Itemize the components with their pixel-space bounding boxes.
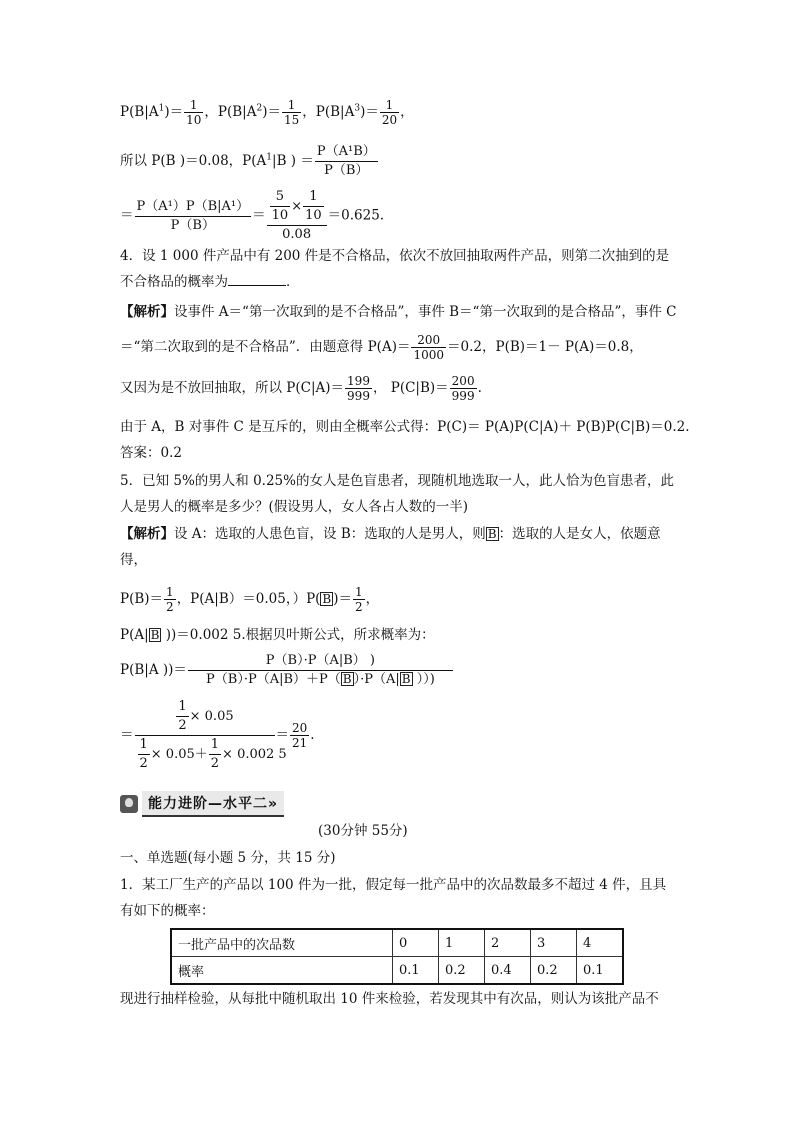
denominator: 1000 [413, 348, 445, 362]
denominator: 15 [283, 113, 300, 127]
text: )＝ [164, 104, 184, 120]
text: . [310, 727, 315, 743]
text: ， [400, 104, 414, 120]
question-5-line: 人是男人的概率是多少？(假设男人，女人各占人数的一半) [120, 499, 469, 515]
fraction [345, 374, 372, 403]
table-cell: 0.2 [439, 957, 485, 985]
denominator: 2 [355, 600, 363, 614]
denominator: 999 [451, 389, 475, 403]
fraction [353, 585, 365, 614]
numerator: P（A¹B） [315, 143, 378, 162]
question-4-line: 4．设 1 000 件产品中有 200 件是不合格品，依次不放回抽取两件产品，则第二次抽到的是 [120, 248, 670, 264]
formula-line [120, 652, 454, 689]
fraction [184, 98, 203, 127]
text: ＝ [252, 207, 266, 224]
text: ， P(C|B)＝ [372, 380, 449, 396]
fraction [411, 333, 446, 362]
text: ＝ [120, 727, 134, 743]
text: ＝“第二次取到的是不合格品”．由题意得 P(A)＝ [120, 339, 411, 355]
text: |B ) ＝ [272, 153, 314, 169]
text: P(B|A ))＝ [120, 662, 187, 678]
numerator: P（A¹）P（B|A¹） [135, 198, 252, 217]
overline-symbol: B [150, 628, 160, 642]
text: )＝ [262, 104, 281, 120]
numerator [135, 698, 275, 736]
text: ＝ [275, 727, 289, 743]
table-cell: 2 [485, 929, 531, 957]
part-heading: 一、单选题(每小题 5 分，共 15 分) [120, 850, 336, 866]
text: ，P(A|B）＝0.05，）P( [176, 591, 321, 607]
sup: 3 [354, 103, 361, 114]
sup: 2 [256, 103, 263, 114]
overline-symbol: B [401, 672, 411, 686]
text: P(A| [120, 627, 149, 643]
overline-symbol: B [322, 592, 332, 606]
table-cell: 3 [531, 929, 577, 957]
text: 能力进阶—水平二 [148, 796, 268, 812]
overline-symbol: B [342, 672, 352, 686]
solution-line [120, 374, 482, 403]
numerator: P（B）·P（A|B） ) [188, 652, 453, 671]
numerator: 1 [282, 98, 301, 113]
denominator: 2 [166, 600, 174, 614]
question-4-line [120, 273, 300, 291]
numerator: 1 [166, 585, 174, 599]
question-1-line: 现进行抽样检验，从每批中随机取出 10 件来检验，若发现其中有次品，则认为该批产品不 [120, 991, 659, 1007]
denominator: P（B） [170, 217, 215, 233]
question-5-line: 5．已知 5%的男人和 0.25%的女人是色盲患者，现随机地选取一人，此人恰为色盲患者，此 [120, 473, 674, 489]
fraction [282, 98, 301, 127]
table-cell: 0.4 [485, 957, 531, 985]
denominator: 2 [210, 756, 220, 771]
text: ， [365, 591, 380, 607]
table-cell: 4 [577, 929, 624, 957]
text: 所以 P(B )＝0.08，P(A [120, 153, 267, 169]
text: P（B）·P（A|B）＋P（ [206, 672, 341, 687]
question-1-line: 有如下的概率： [120, 903, 215, 919]
table-row [171, 957, 623, 985]
text: 设 A：选取的人患色盲，设 B：选取的人是男人，则 [174, 526, 486, 542]
denominator: 999 [347, 389, 370, 403]
fraction [290, 721, 309, 750]
solution-line [120, 333, 643, 362]
denominator: 10 [186, 113, 202, 127]
fraction [209, 736, 221, 773]
denominator [188, 671, 453, 689]
table-cell: 0.2 [531, 957, 577, 985]
sup: 1 [266, 152, 273, 163]
numerator [267, 188, 327, 226]
table-cell: 1 [439, 929, 485, 957]
text: × [291, 199, 303, 214]
text: ：选取的人是女人，依题意 [498, 526, 661, 542]
denominator: 2 [178, 718, 187, 733]
formula-line [120, 698, 315, 773]
text: ，P(B|A [204, 104, 257, 120]
text: ＝0.625. [327, 207, 385, 224]
section-header [120, 791, 284, 817]
text: ． [286, 274, 300, 290]
table-cell: 0 [393, 929, 439, 957]
text: . [477, 380, 482, 396]
question-1-line: 1．某工厂生产的产品以 100 件为一批，假定每一批产品中的次品数最多不超过 4 件，且具 [120, 877, 667, 893]
denominator: 2 [139, 756, 148, 771]
denominator: 21 [292, 736, 308, 750]
solution-line: 由于 A，B 对事件 C 是互斥的，则由全概率公式得：P(C)＝ P(A)P(C|A)＋ P(B)P(C|B)＝0.2. [120, 419, 690, 435]
numerator: 1 [380, 98, 399, 113]
fraction [176, 698, 188, 735]
numerator: 1 [138, 736, 150, 755]
text: 不合格品的概率为 [120, 274, 228, 290]
formula-line-3 [120, 188, 384, 244]
numerator: 1 [176, 698, 188, 717]
fraction [450, 374, 477, 403]
solution-line [120, 303, 676, 321]
numerator: 200 [451, 374, 475, 388]
denominator: 20 [381, 113, 398, 127]
fraction [315, 143, 378, 180]
text: )＝ [360, 104, 379, 120]
numerator: 20 [292, 721, 308, 735]
numerator: 1 [209, 736, 221, 755]
fraction [164, 585, 176, 614]
solution-label: 【解析】 [120, 304, 174, 320]
denominator: 0.08 [282, 227, 312, 242]
numerator: 1 [355, 585, 363, 599]
denominator [135, 736, 287, 773]
overline-symbol: B [487, 527, 497, 541]
solution-line [120, 525, 661, 543]
table-cell: 一批产品中的次品数 [171, 929, 393, 957]
text: ）·P（A| [353, 672, 400, 687]
table-row [171, 929, 623, 957]
probability-table [170, 928, 624, 985]
denominator: 10 [271, 208, 289, 223]
answer-line: 答案：0.2 [120, 445, 182, 461]
denominator: 10 [305, 208, 322, 223]
numerator: 200 [411, 333, 446, 348]
fraction [135, 698, 287, 773]
table-cell: 0.1 [577, 957, 624, 985]
lightbulb-icon [120, 795, 138, 813]
text: )＝ [333, 591, 353, 607]
denominator: P（B） [324, 163, 369, 178]
text: 设事件 A＝“第一次取到的是不合格品”，事件 B＝“第一次取到的是合格品”，事件 C [174, 304, 677, 320]
text: P(B|A [120, 104, 159, 120]
text: 又因为是不放回抽取，所以 P(C|A)＝ [120, 380, 345, 396]
numerator: 1 [184, 98, 203, 113]
text: × 0.002 5 [222, 747, 287, 762]
numerator: 199 [347, 374, 370, 388]
sup: 1 [158, 103, 165, 114]
text: ))＝0.002 5.根据贝叶斯公式，所求概率为： [161, 627, 435, 643]
time-score: (30分钟 55分) [318, 823, 408, 839]
table-cell: 概率 [171, 957, 393, 985]
fraction [267, 188, 327, 244]
answer-blank [228, 273, 286, 286]
fraction [380, 98, 399, 127]
text: ））) [412, 672, 435, 687]
text: ＝ [120, 207, 134, 224]
fraction [188, 652, 453, 689]
solution-line: 得， [120, 552, 147, 568]
formula-line-1 [120, 98, 414, 127]
text: ，P(B|A [302, 104, 355, 120]
section-title [142, 791, 284, 817]
solution-label: 【解析】 [120, 526, 174, 542]
double-arrow-icon: » [268, 796, 279, 812]
formula-line [120, 585, 379, 614]
fraction [138, 736, 150, 773]
text: × 0.05 [189, 709, 234, 724]
text: P(B)＝ [120, 591, 164, 607]
numerator: 1 [303, 188, 324, 207]
formula-line-2 [120, 143, 379, 180]
formula-line [120, 626, 435, 644]
numerator: 5 [270, 188, 291, 207]
fraction [270, 188, 291, 225]
fraction [135, 198, 252, 235]
text: ＝0.2，P(B)＝1－ P(A)＝0.8， [447, 339, 643, 355]
fraction [303, 188, 324, 225]
text: × 0.05＋ [150, 747, 208, 762]
table-cell: 0.1 [393, 957, 439, 985]
